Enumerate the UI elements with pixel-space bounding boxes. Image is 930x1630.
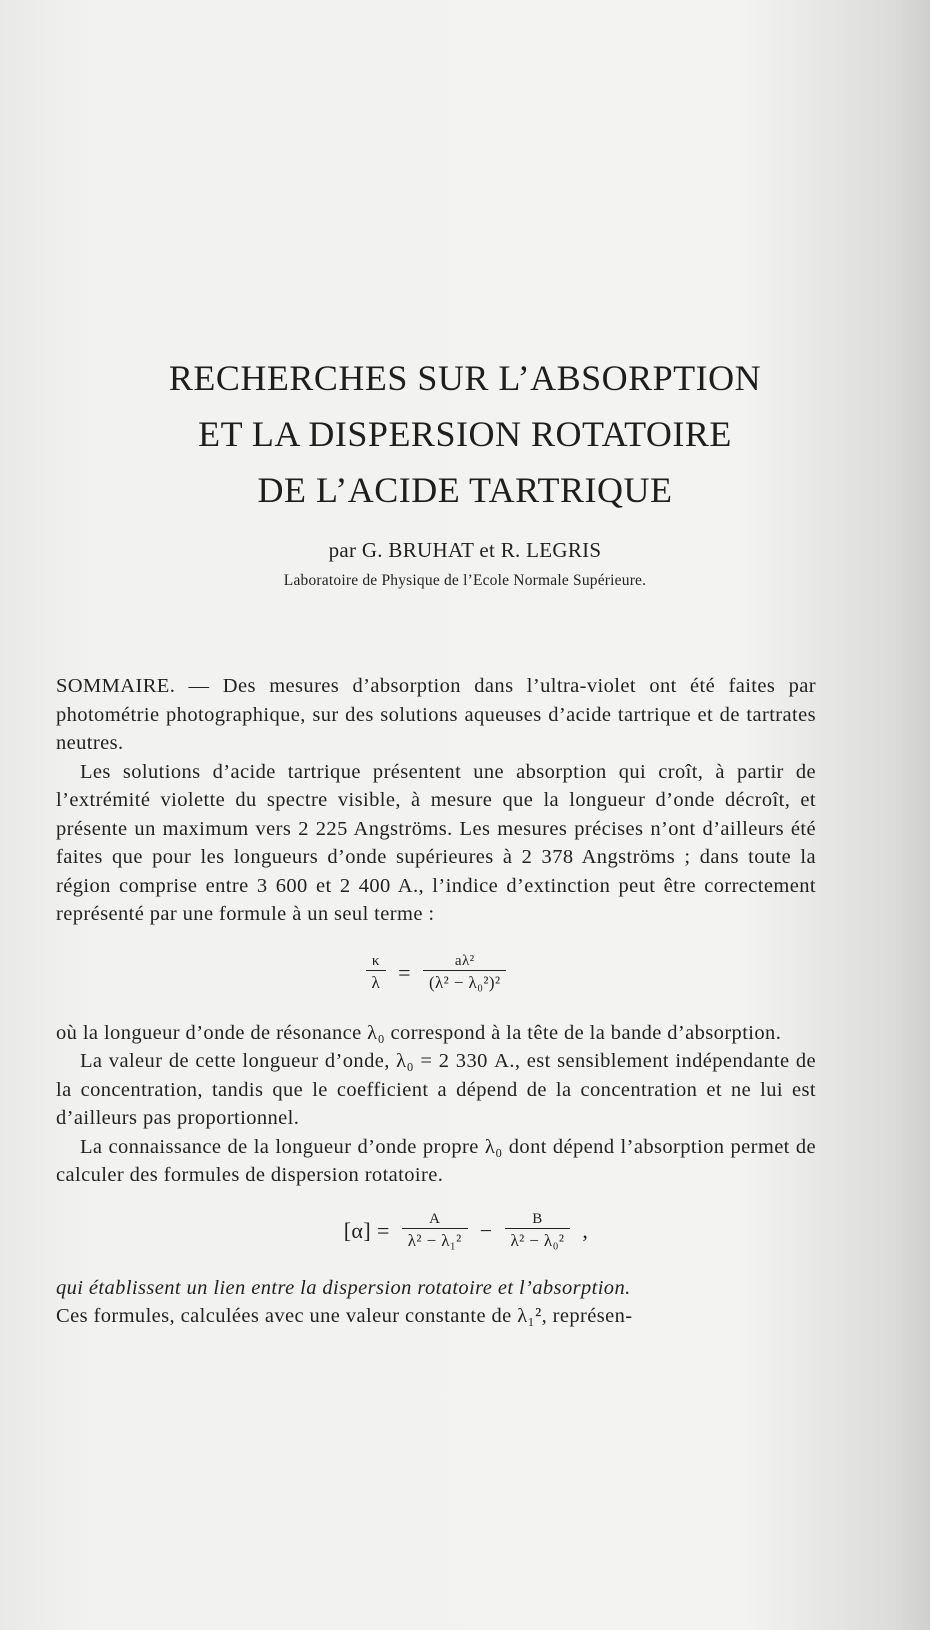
formula-dispersion (116, 1190, 816, 1274)
paragraph-dispersion: La connaissance de la longueur d’onde propre λ₀ dont dépend l’absorption permet de calculer des formules de dispersion rotatoire. (56, 1135, 816, 1186)
formula-equals: = (398, 960, 411, 986)
authors: par G. BRUHAT et R. LEGRIS (328, 538, 602, 562)
formula-rhs-denominator: (λ² − λ₀²)² (423, 970, 507, 995)
formula2-a-denominator: λ² − λ₁² (402, 1228, 468, 1253)
formula2-trailing-comma: , (582, 1218, 589, 1244)
title-line-2: ET LA DISPERSION ROTATOIRE (198, 414, 732, 454)
paragraph-link (56, 1274, 816, 1303)
paragraph-wavelength-value: La valeur de cette longueur d’onde, λ₀ = 2 330 A., est sensiblement indépendante de la concentration, tandis que le coefficient a dépend de la concentration et ne lui est d’ailleurs pas proportionnel. (56, 1050, 816, 1129)
paragraph-continuation: Ces formules, calculées avec une valeur constante de λ₁², représen- (56, 1305, 633, 1327)
paragraph-summary: SOMMAIRE. — Des mesures d’absorption dans l’ultra-violet ont été faites par photométrie photographique, sur des solutions aqueuses d’acide tartrique et de tartrates neutres. (56, 675, 816, 754)
formula2-fraction-b (505, 1210, 571, 1253)
paragraph-resonance: où la longueur d’onde de résonance λ₀ correspond à la tête de la bande d’absorption. (56, 1021, 782, 1044)
formula2-b-denominator: λ² − λ₀² (505, 1228, 571, 1253)
formula-lhs-fraction (366, 952, 387, 995)
affiliation: Laboratoire de Physique de l’Ecole Normale Supérieure. (283, 572, 647, 589)
formula-lhs-numerator: κ (371, 953, 380, 969)
formula2-b-numerator: B (532, 1211, 543, 1227)
formula-extinction (56, 929, 816, 1019)
formula2-lhs: [α] = (343, 1218, 390, 1244)
formula-rhs-fraction (423, 952, 507, 995)
formula-rhs-numerator: aλ² (454, 953, 475, 969)
paragraph-absorption: Les solutions d’acide tartrique présentent une absorption qui croît, à partir de l’extrémité violette du spectre visible, à mesure que la longueur d’onde décroît, et présente un maximum vers 2 225 Angströms. Les mesures précises n’ont d’ailleurs été faites que pour les longueurs d’onde supérieures à 2 378 Angströms ; dans toute la région comprise entre 3 600 et 2 400 A., l’indice d’extinction peut être correctement représenté par une formule à un seul terme : (56, 760, 816, 925)
formula2-fraction-a (402, 1210, 468, 1253)
title-line-1: RECHERCHES SUR L’ABSORPTION (168, 358, 762, 398)
title-line-3: DE L’ACIDE TARTRIQUE (257, 470, 673, 510)
italic-statement: qui établissent un lien entre la dispersion rotatoire et l’absorption. (56, 1276, 631, 1299)
formula-lhs-denominator: λ (366, 970, 387, 995)
abstract-body (56, 672, 816, 1331)
paper-title (60, 350, 870, 518)
formula2-a-numerator: A (429, 1211, 441, 1227)
formula2-minus: − (479, 1218, 493, 1244)
